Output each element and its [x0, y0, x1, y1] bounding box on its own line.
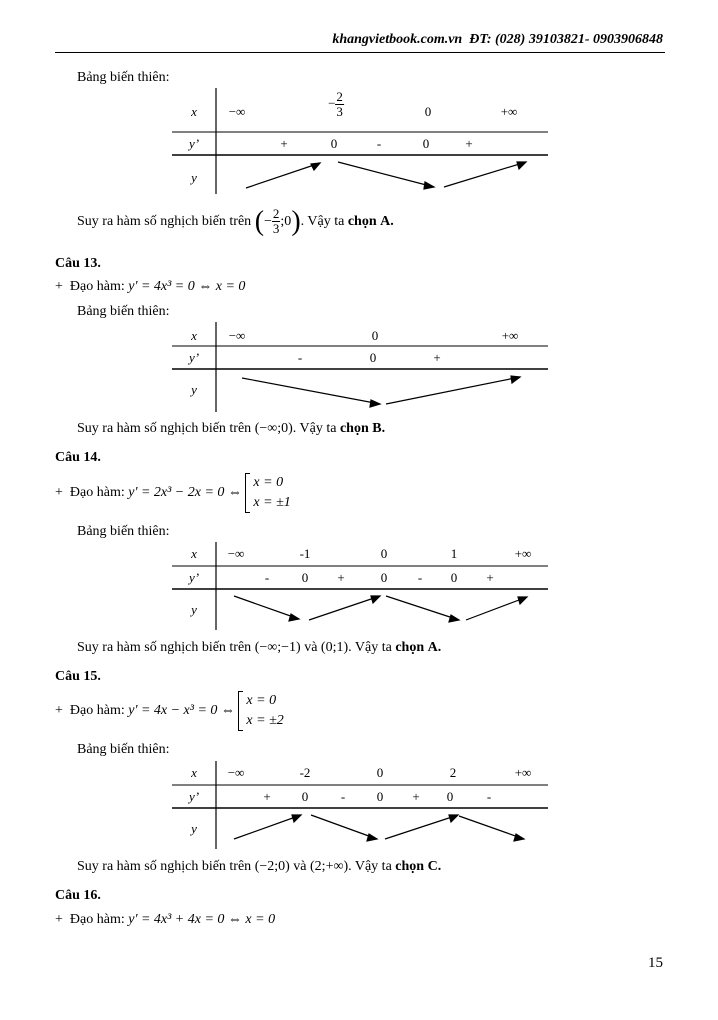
choice-answer: C.: [427, 859, 442, 874]
yp-val: 0: [301, 570, 309, 585]
system-bracket: [238, 691, 243, 731]
derivative-line: [55, 912, 275, 928]
choice-label: chọn: [395, 640, 425, 655]
yp-sign: -: [297, 350, 303, 365]
interval: (−∞;−1): [254, 640, 301, 655]
bbt-label-4: Bảng biến thiên:: [77, 742, 170, 757]
row-label-x: x: [191, 328, 197, 343]
yp-sign: -: [264, 570, 270, 585]
choice-answer: A.: [380, 214, 394, 229]
yp-val: 0: [446, 789, 454, 804]
choice-answer: B.: [372, 421, 386, 436]
x-val: −∞: [227, 546, 245, 561]
question-title: Câu 16.: [55, 888, 101, 903]
x-val: -1: [299, 546, 311, 561]
row-label-x: x: [191, 546, 197, 561]
bullet: +: [55, 912, 63, 927]
interval: (0;1): [320, 640, 349, 655]
x-val: −∞: [228, 104, 246, 119]
deriv-label: Đạo hàm:: [69, 279, 125, 294]
yp-val: 0: [380, 570, 388, 585]
question-title: Câu 13.: [55, 256, 101, 271]
bbt-label-3: Bảng biến thiên:: [77, 524, 170, 539]
x-val: 0: [371, 328, 379, 343]
yp-sign: +: [337, 570, 345, 585]
page-header: [332, 32, 663, 48]
x-val: 0: [424, 104, 432, 119]
header-contact: ĐT: (028) 39103821- 0903906848: [469, 32, 663, 47]
x-val: −∞: [228, 328, 246, 343]
x-val: +∞: [500, 104, 518, 119]
system-line: x = ±1: [253, 494, 291, 510]
frac-den: 3: [272, 221, 280, 237]
choice-answer: A.: [427, 640, 442, 655]
x-val: +∞: [501, 328, 519, 343]
derivative-line: [55, 279, 245, 295]
bullet: +: [55, 279, 63, 294]
yp-sign: -: [340, 789, 346, 804]
frac-num: 2: [272, 206, 280, 222]
conclusion-14: [77, 640, 441, 656]
yp-val: 0: [369, 350, 377, 365]
row-label-yp: y’: [188, 789, 200, 804]
yp-sign: -: [486, 789, 492, 804]
interval: (2;+∞): [310, 859, 349, 874]
choice-label: chọn: [395, 859, 425, 874]
system-line: x = 0: [253, 474, 284, 490]
interval: (−∞;0): [254, 421, 293, 436]
x-val: 2: [449, 765, 457, 780]
variation-table-1: [172, 86, 548, 196]
derivative-line: [55, 472, 291, 514]
system-bracket: [245, 473, 250, 513]
deriv-expr: y' = 4x³ = 0 ⇔ x = 0: [128, 279, 246, 294]
conclusion-vay: . Vậy ta: [292, 421, 337, 436]
x-val-frac: [328, 90, 344, 119]
yp-sign: +: [465, 136, 473, 151]
yp-sign: +: [486, 570, 494, 585]
x-val: −∞: [227, 765, 245, 780]
choice-label: chọn: [347, 214, 377, 229]
conj: và: [293, 859, 307, 874]
row-label-x: x: [191, 765, 197, 780]
row-label-y: y: [191, 170, 197, 185]
page-number: 15: [648, 955, 663, 971]
bbt-label-1: Bảng biến thiên:: [77, 70, 170, 85]
conj: và: [304, 640, 318, 655]
row-label-y: y: [191, 382, 197, 397]
x-val: -2: [299, 765, 311, 780]
conclusion-vay: . Vậy ta: [348, 640, 392, 655]
deriv-label: Đạo hàm:: [69, 912, 125, 927]
header-site: khangvietbook.com.vn: [332, 32, 463, 47]
x-val: 0: [380, 546, 388, 561]
frac-den: 3: [336, 104, 343, 119]
frac-after: ;0: [280, 214, 292, 229]
x-val: 0: [376, 765, 384, 780]
x-val: +∞: [514, 546, 532, 561]
yp-sign: +: [263, 789, 271, 804]
variation-table-4: [172, 759, 548, 851]
frac-sign: −: [328, 95, 336, 111]
header-rule: [55, 52, 665, 53]
frac-sign: −: [264, 214, 272, 229]
row-label-yp: y’: [188, 570, 200, 585]
yp-val: 0: [422, 136, 430, 151]
deriv-label: Đạo hàm:: [69, 485, 125, 500]
conclusion-text: Suy ra hàm số nghịch biến trên: [77, 640, 252, 655]
question-title: Câu 14.: [55, 450, 101, 465]
question-title: Câu 15.: [55, 669, 101, 684]
x-val: 1: [450, 546, 458, 561]
deriv-expr: y' = 2x³ − 2x = 0 ⇔: [128, 485, 242, 500]
derivative-line: [55, 690, 284, 732]
conclusion-vay: . Vậy ta: [300, 214, 345, 229]
deriv-expr: y' = 4x − x³ = 0 ⇔: [128, 703, 235, 718]
yp-sign: -: [376, 136, 382, 151]
x-val: +∞: [514, 765, 532, 780]
conclusion-text: Suy ra hàm số nghịch biến trên: [77, 421, 252, 436]
conclusion-vay: . Vậy ta: [348, 859, 392, 874]
row-label-yp: y’: [188, 136, 200, 151]
yp-val: 0: [330, 136, 338, 151]
choice-label: chọn: [339, 421, 369, 436]
row-label-yp: y’: [188, 350, 200, 365]
yp-sign: +: [412, 789, 420, 804]
frac-num: 2: [336, 89, 343, 104]
bullet: +: [55, 703, 63, 718]
bbt-label-2: Bảng biến thiên:: [77, 304, 170, 319]
yp-val: 0: [376, 789, 384, 804]
yp-sign: +: [280, 136, 288, 151]
interval: (−2;0): [254, 859, 290, 874]
conclusion-text: Suy ra hàm số nghịch biến trên: [77, 214, 252, 229]
row-label-x: x: [191, 104, 197, 119]
deriv-expr: y' = 4x³ + 4x = 0 ⇔ x = 0: [128, 912, 276, 927]
yp-sign: -: [417, 570, 423, 585]
conclusion-12: Suy ra hàm số nghịch biến trên (− $\frac{2}{3}$ ;0). Vậy ta chọn A.: [77, 205, 394, 237]
row-label-y: y: [191, 602, 197, 617]
conclusion-15: [77, 859, 441, 875]
bullet: +: [55, 485, 63, 500]
system-line: x = 0: [246, 692, 277, 708]
deriv-label: Đạo hàm:: [69, 703, 125, 718]
variation-table-3: [172, 540, 548, 632]
yp-val: 0: [450, 570, 458, 585]
conclusion-13: [77, 421, 385, 437]
yp-sign: +: [433, 350, 441, 365]
variation-table-2: [172, 320, 548, 413]
conclusion-text: Suy ra hàm số nghịch biến trên: [77, 859, 252, 874]
system-line: x = ±2: [246, 712, 284, 728]
row-label-y: y: [191, 821, 197, 836]
yp-val: 0: [301, 789, 309, 804]
